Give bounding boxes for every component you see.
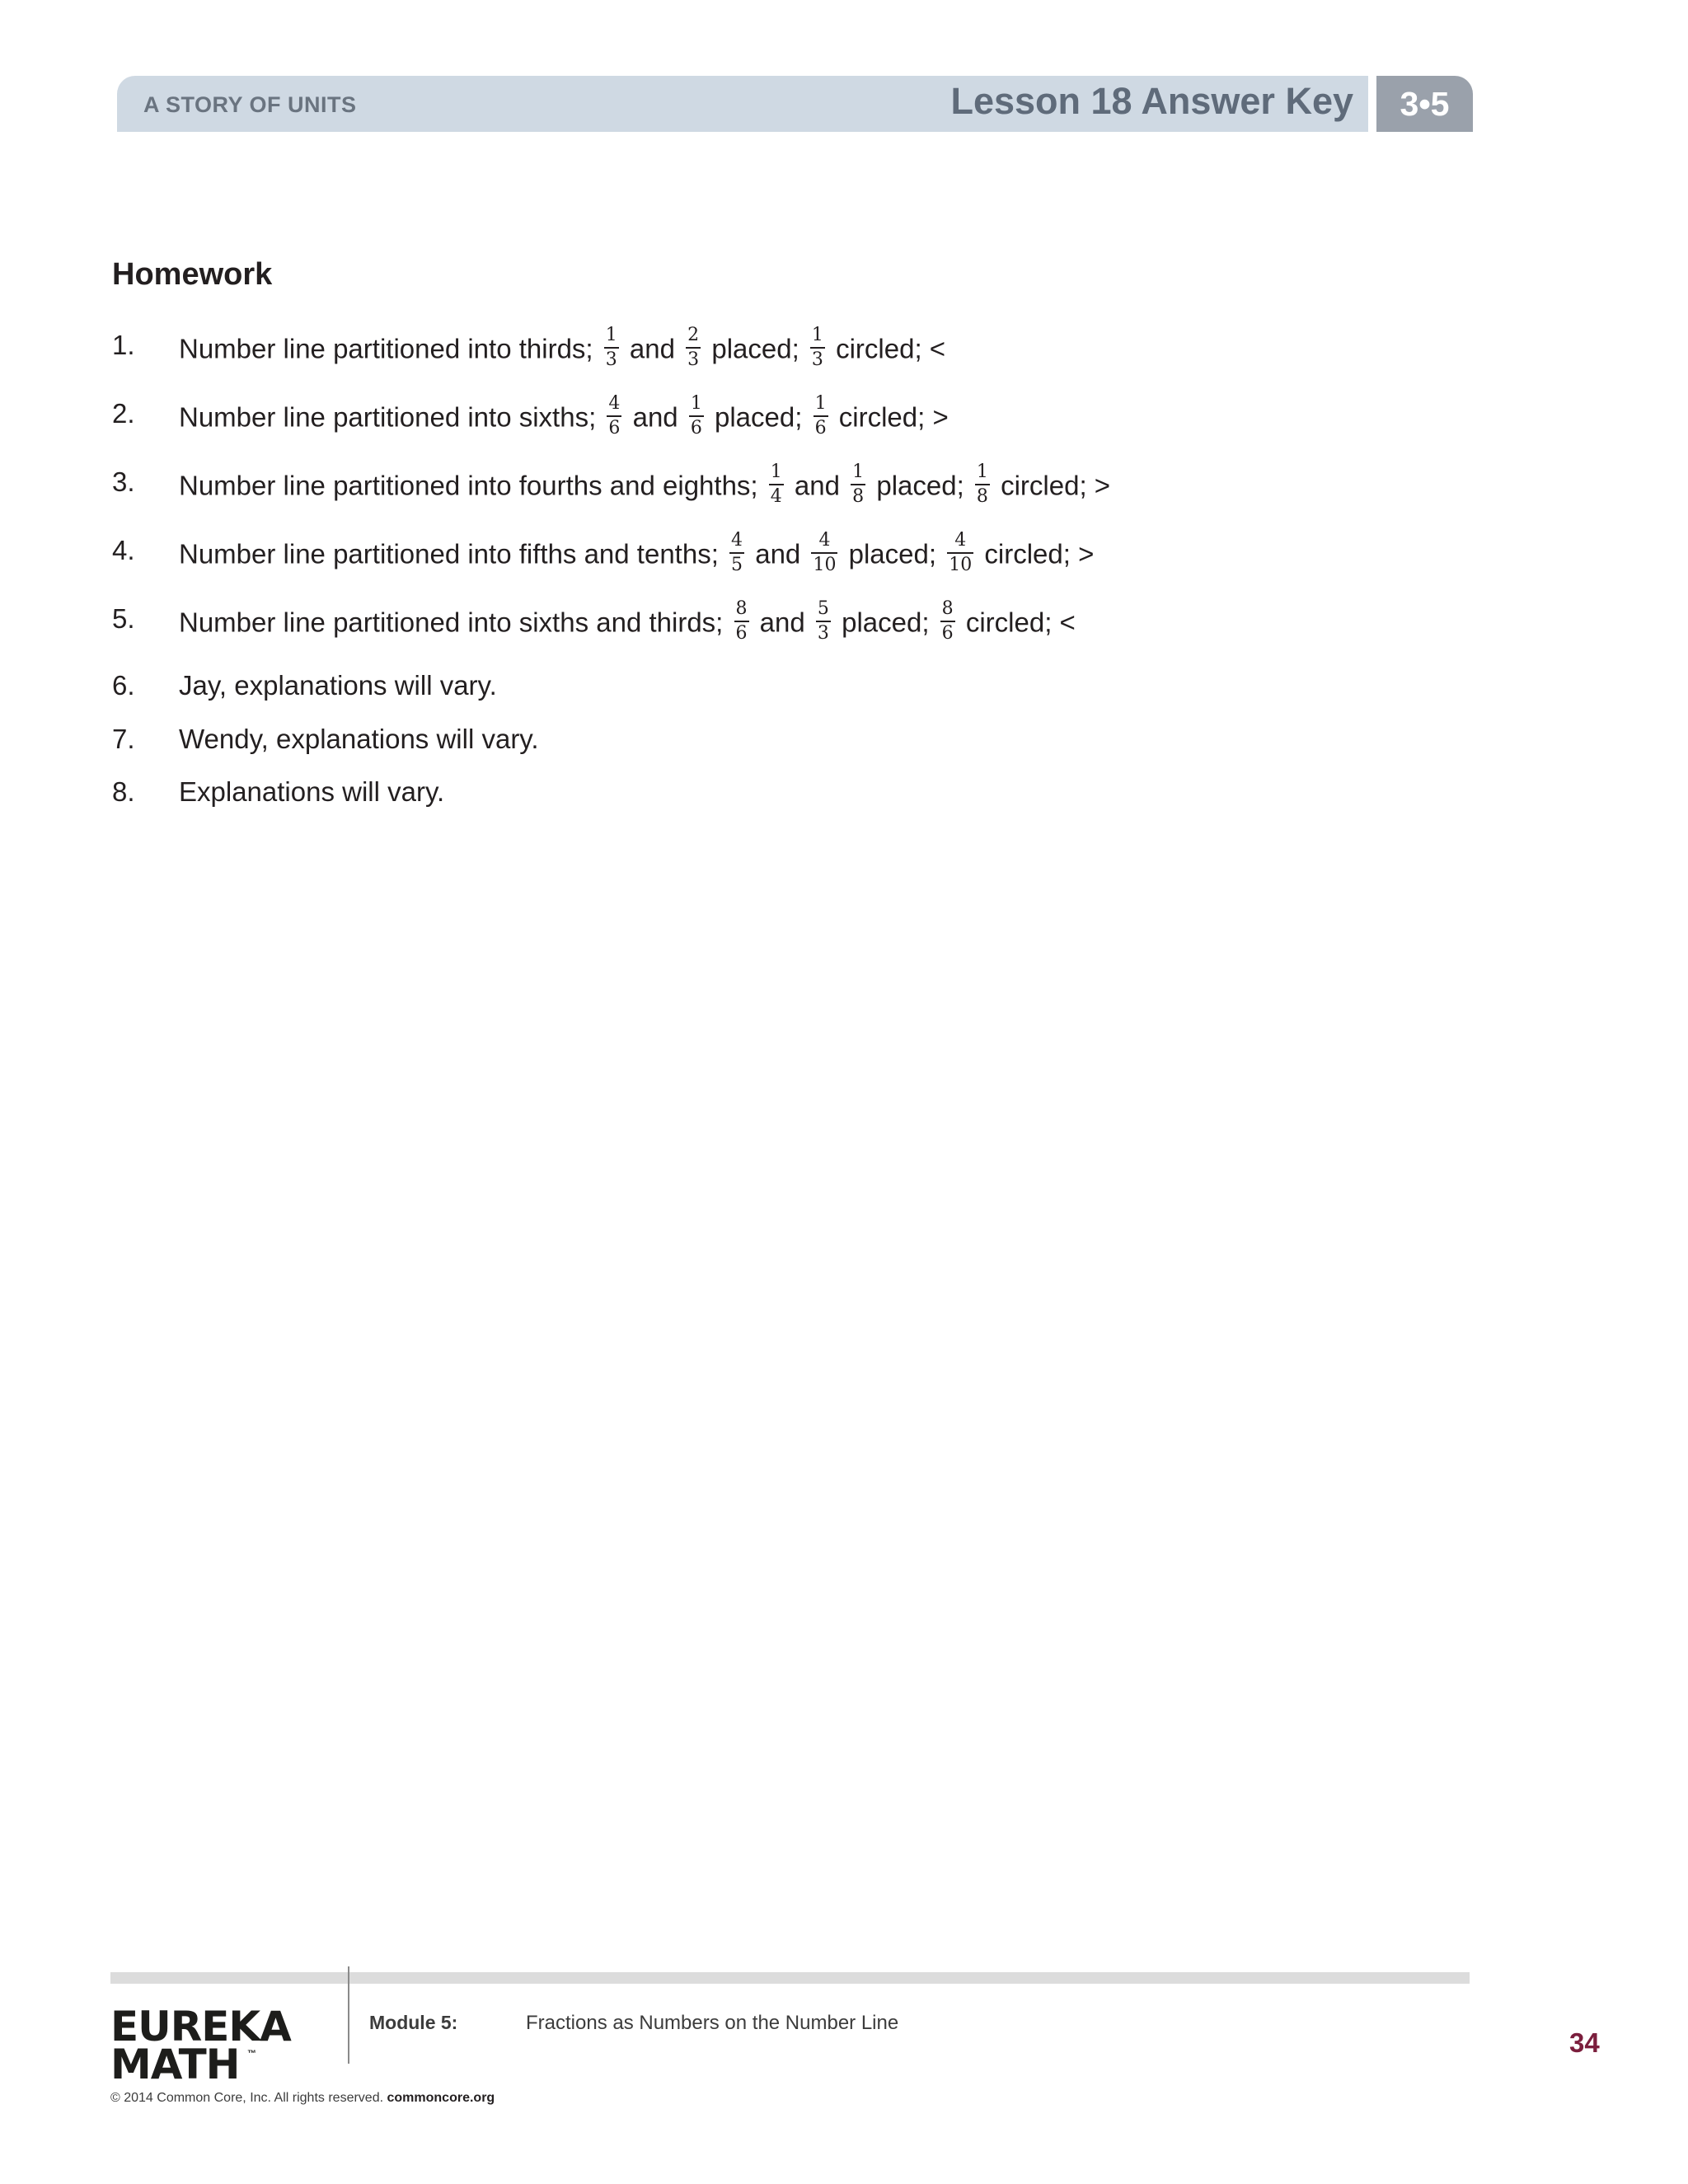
fraction	[811, 532, 837, 574]
footer-rule	[110, 1972, 1470, 1984]
module-title: Fractions as Numbers on the Number Line	[526, 2012, 899, 2034]
answer-text	[179, 462, 1111, 509]
answer-text-segment: and	[625, 401, 686, 433]
answer-text	[179, 598, 1076, 646]
module-label: Module 5:	[369, 2012, 458, 2033]
fraction	[810, 326, 825, 369]
fraction	[734, 600, 749, 643]
answer-text: Wendy, explanations will vary.	[179, 724, 539, 754]
fraction-numerator: 1	[851, 463, 865, 485]
answer-text-segment: Number line partitioned into sixths;	[179, 401, 604, 433]
fraction-denominator: 6	[735, 623, 748, 644]
fraction-denominator: 10	[949, 555, 973, 575]
answer-text-segment: and	[748, 538, 809, 569]
fraction-denominator: 4	[770, 486, 782, 507]
fraction-denominator: 6	[608, 418, 621, 438]
fraction-numerator: 1	[975, 463, 990, 485]
answer-item	[112, 670, 1513, 728]
answer-text-segment: placed;	[706, 401, 810, 433]
fraction-denominator: 8	[976, 486, 988, 507]
answer-text-segment: Number line partitioned into thirds;	[179, 333, 601, 364]
fraction-numerator: 1	[810, 326, 825, 349]
fraction-numerator: 4	[607, 395, 621, 417]
fraction	[686, 326, 701, 369]
copyright-notice	[110, 2091, 495, 2106]
eureka-math-logo	[110, 2003, 300, 2088]
logo-word-math: MATH	[110, 2041, 240, 2088]
fraction-denominator: 10	[813, 555, 837, 575]
fraction-numerator: 4	[811, 532, 837, 554]
logo-word-eureka: EUREKA	[110, 2003, 291, 2050]
fraction	[975, 463, 990, 506]
answer-text-segment: and	[786, 470, 848, 501]
fraction-numerator: 4	[947, 532, 973, 554]
answer-number: 2.	[112, 398, 135, 429]
fraction-numerator: 8	[940, 600, 955, 622]
fraction	[816, 600, 831, 643]
answer-text-segment: circled; >	[831, 401, 949, 433]
page-number: 34	[1569, 2027, 1600, 2058]
answer-text-segment: circled; >	[977, 538, 1095, 569]
answer-text: Explanations will vary.	[179, 776, 445, 807]
answer-item	[112, 325, 1513, 387]
fraction-denominator: 6	[814, 418, 827, 438]
fraction-denominator: 3	[605, 349, 617, 370]
answer-text-segment: circled; <	[828, 333, 946, 364]
answer-number: 7.	[112, 724, 135, 754]
fraction	[729, 532, 744, 574]
fraction-numerator: 5	[816, 600, 831, 622]
fraction-denominator: 3	[817, 623, 829, 644]
fraction	[940, 600, 955, 643]
fraction-denominator: 5	[731, 555, 743, 575]
fraction-numerator: 1	[814, 395, 828, 417]
fraction-numerator: 1	[604, 326, 619, 349]
answer-number: 8.	[112, 776, 135, 807]
footer-divider	[348, 1966, 349, 2064]
fraction-numerator: 4	[729, 532, 744, 554]
fraction-numerator: 1	[769, 463, 784, 485]
fraction-numerator: 8	[734, 600, 749, 622]
answer-number: 3.	[112, 466, 135, 497]
fraction-denominator: 6	[690, 418, 702, 438]
series-title: A STORY OF UNITS	[143, 92, 357, 117]
answer-number: 5.	[112, 603, 135, 634]
fraction-denominator: 6	[941, 623, 954, 644]
fraction-denominator: 3	[687, 349, 700, 370]
answer-text-segment: and	[621, 333, 683, 364]
fraction-denominator: 8	[852, 486, 865, 507]
answer-text-segment: circled; <	[958, 607, 1076, 638]
answer-text-segment: placed;	[704, 333, 807, 364]
answer-item	[112, 393, 1513, 456]
fraction-numerator: 2	[686, 326, 701, 349]
lesson-title: Lesson 18 Answer Key	[950, 80, 1353, 122]
answer-item	[112, 462, 1513, 524]
answer-item	[112, 530, 1513, 593]
answer-text	[179, 393, 949, 441]
fraction	[607, 395, 621, 438]
fraction	[689, 395, 704, 438]
fraction	[769, 463, 784, 506]
answer-item	[112, 776, 1513, 834]
fraction	[604, 326, 619, 369]
answer-text-segment: circled; >	[992, 470, 1111, 501]
website-link[interactable]: commoncore.org	[387, 2091, 495, 2105]
answer-text-segment: Number line partitioned into fourths and eighths;	[179, 470, 766, 501]
logo-trademark: ™	[247, 2049, 256, 2059]
answer-text-segment: placed;	[841, 538, 945, 569]
answer-text	[179, 325, 946, 373]
grade-module-badge: 3•5	[1376, 76, 1473, 132]
answer-number: 4.	[112, 535, 135, 565]
answer-text-segment: placed;	[833, 607, 937, 638]
answer-text-segment: placed;	[869, 470, 972, 501]
fraction-numerator: 1	[689, 395, 704, 417]
fraction	[814, 395, 828, 438]
copyright-text: © 2014 Common Core, Inc. All rights reserved.	[110, 2091, 384, 2105]
fraction	[947, 532, 973, 574]
fraction	[851, 463, 865, 506]
answer-text: Jay, explanations will vary.	[179, 670, 497, 701]
answer-text-segment: Number line partitioned into sixths and thirds;	[179, 607, 731, 638]
answer-item	[112, 724, 1513, 781]
answer-text-segment: and	[752, 607, 813, 638]
answer-item	[112, 598, 1513, 661]
section-heading: Homework	[112, 257, 273, 292]
answer-text-segment: Number line partitioned into fifths and tenths;	[179, 538, 727, 569]
fraction-denominator: 3	[811, 349, 823, 370]
answer-text	[179, 530, 1095, 578]
answer-number: 1.	[112, 330, 135, 360]
answer-number: 6.	[112, 670, 135, 701]
